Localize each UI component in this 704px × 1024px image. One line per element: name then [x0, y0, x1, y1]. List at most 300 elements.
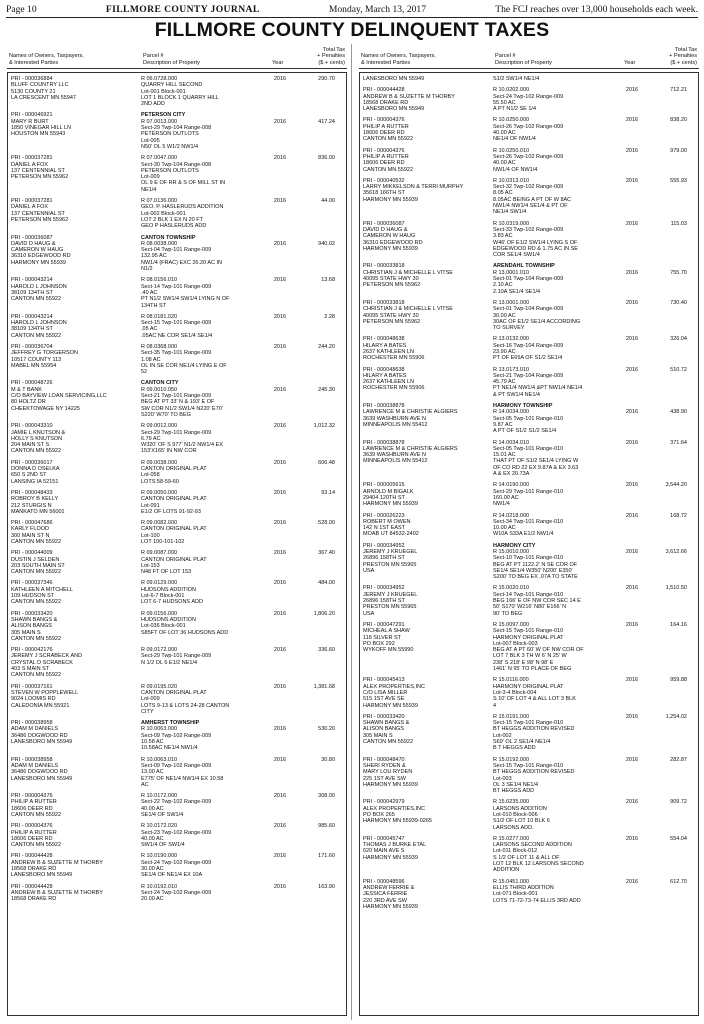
tax-total: 530.20: [318, 726, 335, 733]
tax-year: 2016: [625, 677, 639, 684]
parcel-line: LARSONS ADDITION: [493, 805, 547, 812]
parcel-line: R 13.0001.010: [493, 269, 530, 276]
parcel-line: R 15.0451.000: [493, 878, 530, 885]
parcel-line: Lot-002 Block-001: [141, 210, 186, 217]
tax-year: 2016: [273, 683, 287, 690]
parcel-line: Lot-003: [493, 775, 512, 782]
parcel-info: [141, 460, 269, 485]
owner-line: 35618 166TH ST: [363, 190, 405, 197]
parcel-line: Sect-22 Twp-102 Range-009: [141, 799, 212, 806]
owner-line: PHILIP A RUTTER: [11, 799, 57, 806]
tax-total: 367.40: [318, 550, 335, 557]
tax-total: 730.40: [670, 299, 687, 306]
tax-entry: [360, 542, 698, 581]
owner-line: 36310 EDGEWOOD RD: [11, 253, 71, 260]
tax-year: 2016: [273, 793, 287, 800]
parcel-line: 153'X165' IN NW COR: [141, 448, 197, 455]
parcel-line: BT HEGGS ADD: [493, 788, 535, 795]
tax-year: 2016: [273, 853, 287, 860]
parcel-info: [141, 580, 269, 605]
owner-line: HILARY A BATES: [363, 342, 407, 349]
tax-entry: [8, 579, 346, 605]
owner-line: 1850 VINEGAR HILL LN: [11, 125, 72, 132]
owner-line: PRI - 000043214: [11, 277, 53, 284]
owner-line: HILARY A BATES: [363, 372, 407, 379]
section-heading: ARENDAHL TOWNSHIP: [493, 263, 555, 270]
owner-line: PRI - 000033420: [11, 610, 53, 617]
parcel-line: Sect-29 Twp-101 Range-009: [141, 653, 212, 660]
tax-year: 2016: [625, 799, 639, 806]
parcel-line: Lot-005: [141, 137, 160, 144]
parcel-line: Sect-34 Twp-101 Range-010: [493, 518, 564, 525]
tax-year: 2016: [273, 386, 287, 393]
owner-line: PETERSON MN 55962: [11, 174, 69, 181]
tax-year: 2016: [273, 240, 287, 247]
parcel-line: LOT 1 BLOCK 1 QUARRY HILL: [141, 94, 219, 101]
parcel-line: R 10.0250.000: [493, 117, 530, 124]
owner-line: PRI - 000004376: [11, 823, 53, 830]
parcel-info: [141, 853, 269, 878]
owner-line: 40095 STATE HWY 30: [363, 276, 419, 283]
owner-line: LAWRENCE M & CHRISTIE ALGIERS: [363, 445, 458, 452]
owner-line: ROCHESTER MN 55906: [363, 355, 425, 362]
owner-info: [363, 440, 493, 478]
parcel-line: Sect-29 Twp-104 Range-008: [141, 125, 212, 132]
parcel-line: Lot-002: [493, 732, 512, 739]
parcel-line: R 10.0172.020: [141, 823, 178, 830]
owner-line: PRI - 000046921: [11, 112, 53, 119]
owner-line: SHERI RYDEN &: [363, 762, 406, 769]
page-title: FILLMORE COUNTY DELINQUENT TAXES: [154, 19, 550, 41]
parcel-line: B T HEGGS ADD: [493, 745, 536, 752]
owner-line: SHAWN BANGS &: [363, 720, 410, 727]
column-header: [359, 42, 699, 69]
parcel-line: .40 AC: [141, 289, 158, 296]
tax-entry: [360, 86, 698, 112]
tax-entry: [360, 262, 698, 294]
parcel-line: R 13.0001.000: [493, 299, 530, 306]
owner-line: PRI - 000048726: [11, 380, 53, 387]
parcel-line: LOT 6-7 HUDSONS ADD: [141, 599, 203, 606]
tax-entry: [8, 852, 346, 878]
owner-info: [11, 647, 141, 678]
tax-year: 2016: [625, 835, 639, 842]
parcel-line: Lot-071 Block-001: [493, 891, 538, 898]
tax-total: 244.20: [318, 343, 335, 350]
owner-line: BLUFF COUNTRY LLC: [11, 82, 69, 89]
parcel-line: W46' OF E1/2 SW1/4 LYING S OF: [493, 239, 578, 246]
parcel-line: 40.00 AC: [141, 835, 164, 842]
parcel-line: R 15.0010.000: [493, 549, 530, 555]
parcel-line: 2ND ADD: [141, 101, 165, 108]
owner-line: CANTON MN 55922: [11, 842, 62, 849]
parcel-line: Lot-009: [141, 696, 160, 703]
owner-line: LANSING IA 52151: [11, 478, 59, 485]
parcel-line: SW1/4 OF SW1/4: [141, 842, 185, 849]
owner-line: 18568 DRAKE RD: [11, 896, 57, 903]
tax-year: 2016: [273, 823, 287, 830]
entries-list: [7, 72, 347, 1016]
owner-line: KARLY FLOOD: [11, 526, 50, 533]
owner-info: [11, 884, 141, 903]
parcel-line: NW1/4 OF NW1/4: [493, 166, 538, 173]
owner-line: 36310 EDGEWOOD RD: [363, 239, 423, 246]
owner-line: JEFFREY G TORGERSON: [11, 350, 78, 357]
parcel-line: N50' OL 5 W1/2 NW1/4: [141, 143, 199, 150]
parcel-info: [141, 423, 269, 454]
owner-line: HARMONY MN 55939: [11, 259, 66, 266]
tax-entry: [360, 75, 698, 82]
parcel-line: CANTON ORIGINAL PLAT: [141, 556, 207, 563]
tax-total: 171.60: [318, 853, 335, 860]
parcel-info: [493, 513, 621, 538]
tax-entry: [8, 883, 346, 903]
parcel-info: [493, 677, 621, 708]
parcel-line: R 10.0063.000: [141, 726, 178, 733]
tax-year: [621, 76, 643, 82]
parcel-line: 40.00 AC: [493, 160, 516, 167]
tax-total: 959.88: [670, 677, 687, 684]
owner-line: PRI - 000044428: [11, 883, 53, 890]
parcel-line: E775' OF NE1/4 NW1/4 EX 10.58: [141, 775, 224, 782]
owner-line: 18606 DEER RD: [11, 805, 53, 812]
tax-total: 528.00: [318, 520, 335, 527]
owner-line: PRI - 000042176: [11, 647, 53, 654]
tax-total: 554.04: [670, 835, 687, 842]
owner-info: [11, 853, 141, 878]
tax-year: 2016: [625, 87, 639, 94]
tax-year: 2016: [273, 610, 287, 617]
owner-line: ALISON BANGS: [363, 726, 404, 733]
parcel-line: HUDSONS ADDITION: [141, 616, 197, 623]
owner-line: ALISON BANGS: [11, 623, 52, 630]
parcel-line: HUDSONS ADDITION: [141, 586, 197, 593]
tax-year: 2016: [273, 423, 287, 430]
parcel-line: R 15.0097.000: [493, 621, 530, 628]
owner-line: PRI - 000048596: [363, 878, 405, 885]
tax-entry: [8, 719, 346, 751]
parcel-line: NW1/4 NW1/4 SE1/4 & PT OF: [493, 203, 568, 210]
parcel-line: Sect-15 Twp-101 Range-010: [493, 762, 564, 769]
parcel-line: Sect-05 Twp-101 Range-010: [493, 415, 564, 422]
tax-total: 13.68: [321, 277, 335, 284]
parcel-line: A PT OF S1/2 S1/2 SE1/4: [493, 428, 557, 435]
owner-line: PETERSON MN 55962: [363, 318, 421, 325]
owner-line: CANTON MN 55922: [11, 569, 62, 576]
section-heading: HARMONY CITY: [493, 542, 536, 549]
parcel-line: Lot-100: [141, 532, 160, 539]
owner-info: [363, 403, 493, 434]
owner-line: MINNEAPOLIS MN 55412: [363, 421, 428, 428]
parcel-line: 1461' N 95' TO PLACE OF BEG: [493, 666, 572, 673]
parcel-line: R 15.0116.000: [493, 677, 529, 684]
owner-line: PHILIP A RUTTER: [363, 123, 409, 130]
parcel-line: 6.79 AC: [141, 435, 161, 442]
owner-line: HARMONY MN 55939: [363, 781, 418, 788]
parcel-line: Lot-091: [141, 502, 160, 509]
parcel-info: [141, 550, 269, 575]
tax-entry: [8, 646, 346, 678]
owner-line: 300 MAIN ST N: [11, 532, 50, 539]
parcel-line: R 09.0050.000: [141, 489, 178, 496]
owner-line: 305 MAIN S: [11, 629, 41, 636]
tax-total: 836.00: [318, 155, 335, 162]
owner-info: [363, 757, 493, 795]
parcel-line: Lot-010 Block-006: [493, 811, 538, 818]
tax-total: 308.00: [318, 793, 335, 800]
parcel-info: [493, 117, 621, 142]
owner-line: PRI - 000036087: [363, 220, 405, 227]
owner-line: LANESBORO MN 55949: [11, 739, 73, 746]
owner-line: PRI - 000034952: [363, 585, 405, 592]
parcel-line: 13.00 AC: [141, 769, 164, 776]
section-heading: CANTON TOWNSHIP: [141, 234, 196, 241]
owner-line: PRI - 000037281: [11, 155, 53, 162]
parcel-info: [141, 884, 269, 903]
parcel-line: S69' OL 2 SE1/4 NE1/4: [493, 739, 551, 746]
parcel-line: 3.83 AC: [493, 233, 513, 240]
parcel-line: Sect-15 Twp-101 Range-009: [141, 320, 212, 327]
tax-year: 2016: [625, 117, 639, 124]
parcel-info: [493, 87, 621, 112]
parcel-line: SE1/4 OF NE1/4 EX 10A: [141, 872, 203, 879]
tax-year: 2016: [273, 580, 287, 587]
tax-year: 2016: [625, 177, 639, 184]
masthead-rule: [6, 17, 698, 18]
parcel-line: R 09.0038.000: [141, 459, 178, 466]
parcel-line: PETERSON OUTLOTS: [141, 131, 199, 138]
owner-line: PRI - 000036884: [11, 76, 53, 82]
parcel-line: SE1/4 OF SW1/4: [141, 811, 184, 818]
parcel-line: Lot-153: [141, 562, 160, 569]
owner-line: PO BOX 292: [363, 640, 395, 647]
owner-line: 620 MAIN AVE S: [363, 848, 405, 855]
owner-line: ANDREW B & SUZETTE M THORBY: [11, 889, 103, 896]
tax-total: 163.90: [318, 883, 335, 890]
owner-line: 29404 120TH ST: [363, 494, 405, 501]
parcel-line: A & EX 20.73A: [493, 471, 530, 478]
parcel-line: BEG AT PT 33' N & 193' E OF: [141, 399, 215, 406]
parcel-line: Sect-21 Twp-104 Range-009: [493, 372, 564, 379]
owner-line: 40095 STATE HWY 30: [363, 312, 419, 319]
owner-line: ALEX PROPERTIES,INC: [363, 805, 425, 812]
owner-line: PRI - 000033818: [363, 263, 405, 270]
parcel-line: R 10.0190.000: [141, 853, 178, 860]
parcel-line: Sect-32 Twp-102 Range-009: [493, 184, 564, 191]
owner-line: LA CRESCENT MN 55947: [11, 94, 77, 101]
owner-line: DONNA D OSELKA: [11, 466, 60, 473]
parcel-info: [141, 76, 269, 107]
tax-year: 2016: [625, 512, 639, 519]
parcel-line: R 09.0010.050: [141, 386, 178, 393]
header-year: Year: [272, 59, 284, 66]
parcel-line: SE1/4 SE1/4 W350' N200' E350': [493, 567, 573, 574]
tax-total: 510.72: [670, 366, 687, 373]
owner-line: 10517 COUNTY 113: [11, 356, 62, 363]
tax-total: 30.80: [321, 756, 335, 763]
owner-line: PRI - 000040532: [363, 177, 405, 184]
owner-line: HARMONY MN 55939-0265: [363, 818, 432, 825]
left-column: [7, 42, 347, 1024]
owner-info: [11, 580, 141, 605]
parcel-line: R 09.0156.000: [141, 610, 178, 617]
parcel-info: [493, 300, 621, 331]
owner-line: 515 1ST AVE SE: [363, 696, 405, 703]
tax-total: [643, 76, 687, 82]
tax-year: 2016: [625, 713, 639, 720]
parcel-line: ADDITION: [493, 867, 520, 874]
parcel-info: [141, 647, 269, 678]
tax-total: 438.90: [670, 409, 687, 416]
tax-year: 2016: [625, 439, 639, 446]
owner-info: [363, 336, 493, 361]
tax-total: 44.00: [321, 198, 335, 205]
tax-total: 336.60: [318, 647, 335, 654]
owner-line: PRI - 000036704: [11, 343, 53, 350]
parcel-line: Sect-24 Twp-102 Range-009: [141, 859, 212, 866]
parcel-line: S1/2 SW1/4 NE1/4: [493, 76, 540, 82]
parcel-line: Sect-23 Twp-102 Range-009: [141, 829, 212, 836]
tax-year: 2016: [625, 621, 639, 628]
owner-line: 2637 KATHLEEN LN: [363, 348, 414, 355]
owner-line: LARRY MIKKELSON & TERRI MURPHY: [363, 184, 464, 191]
owner-line: CANTON MN 55922: [363, 166, 414, 173]
header-parcel: Parcel # Description of Property: [495, 53, 552, 66]
parcel-line: OF CO RD 22 EX 9.87A & EX 3.63: [493, 464, 579, 471]
parcel-line: BEG AT PT 1122.2' N SE COR OF: [493, 561, 578, 568]
owner-line: CANTON MN 55922: [363, 136, 414, 143]
parcel-info: [493, 622, 621, 672]
parcel-line: N 1/2 OL 6 E1/2 NE1/4: [141, 659, 198, 666]
parcel-line: S 10' OF LOT 4 & ALL LOT 3 BLK: [493, 696, 576, 703]
owner-line: KATHLEEN A MITCHELL: [11, 586, 73, 593]
tax-total: 979.00: [670, 147, 687, 154]
parcel-info: [141, 520, 269, 545]
parcel-line: 50' S170' W216' N80' E166' N: [493, 604, 567, 611]
owner-line: HOUSTON MN 55943: [11, 131, 66, 138]
parcel-line: CITY: [141, 708, 154, 715]
owner-line: ANDREW B & SUZETTE M THORBY: [11, 859, 103, 866]
tax-entry: [360, 713, 698, 752]
tax-entry: [360, 147, 698, 173]
parcel-info: [493, 879, 621, 910]
owner-line: PRI - 000044009: [11, 550, 53, 557]
owner-line: JAMIE L KNUTSON &: [11, 429, 66, 436]
owner-line: USA: [363, 567, 375, 574]
tax-total: 940.02: [318, 240, 335, 247]
parcel-line: S220' W70' TO BEG: [141, 411, 191, 418]
tax-year: 2016: [625, 756, 639, 763]
owner-line: 18606 DEER RD: [11, 835, 53, 842]
parcel-line: 30.00 AC: [493, 312, 516, 319]
parcel-line: BEG 166' E OF NW COR SEC 14 E: [493, 598, 581, 605]
parcel-line: PETERSON OUTLOTS: [141, 167, 199, 174]
parcel-line: R 09.0195.020: [141, 683, 178, 690]
owner-line: JESSICA FERRIE: [363, 891, 408, 898]
parcel-line: R 10.0172.000: [141, 793, 178, 800]
parcel-line: 10.58 AC: [141, 739, 164, 746]
newspaper-name: FILLMORE COUNTY JOURNAL: [105, 3, 260, 15]
owner-info: [363, 87, 493, 112]
owner-line: 203 SOUTH MAIN ST: [11, 562, 65, 569]
parcel-line: 52: [141, 369, 148, 376]
owner-line: CANTON MN 55922: [11, 332, 62, 339]
tax-entry: [360, 335, 698, 361]
parcel-line: 10.00 AC: [493, 525, 516, 532]
owner-line: MICHEAL A SHAW: [363, 628, 410, 635]
owner-info: [363, 178, 493, 216]
owner-line: CANTON MN 55922: [11, 539, 62, 545]
tax-year: 2016: [273, 883, 287, 890]
owner-line: LAWRENCE M & CHRISTIE ALGIERS: [363, 409, 458, 416]
parcel-line: R 14.0034.010: [493, 439, 530, 446]
parcel-line: HARMONY ORIGINAL PLAT: [493, 634, 564, 641]
parcel-info: [141, 380, 269, 418]
tax-total: 164.16: [670, 621, 687, 628]
owner-line: LANESBORO MN 55949: [11, 872, 73, 879]
parcel-line: 2.10A SE1/4 SE1/4: [493, 288, 541, 295]
parcel-line: QUARRY HILL SECOND: [141, 82, 203, 89]
owner-line: ANDREW FERRIE &: [363, 884, 415, 891]
tax-total: 93.14: [321, 489, 335, 496]
header-names: Names of Owners, Taxpayers, & Interested Parties: [9, 53, 84, 66]
parcel-info: [141, 720, 269, 751]
parcel-line: R 10.0202.000: [493, 87, 530, 94]
parcel-info: [141, 490, 269, 515]
parcel-line: .05AC NE COR SE1/4 SE1/4: [141, 332, 213, 339]
column-divider: [351, 44, 352, 1020]
tax-total: 838.20: [670, 117, 687, 124]
parcel-line: NW1/4: [493, 501, 510, 508]
parcel-line: Sect-30 Twp-104 Range-008: [141, 161, 212, 168]
parcel-line: & PT SW1/4 NE1/4: [493, 391, 540, 398]
parcel-line: Sect-15 Twp-101 Range-010: [493, 628, 564, 635]
parcel-line: OL 9 E OF RR & S OF MILL ST IN: [141, 180, 226, 187]
owner-line: PRI - 000044428: [11, 853, 53, 860]
tax-entry: [8, 549, 346, 575]
parcel-info: [141, 823, 269, 848]
parcel-line: LOT 2 BLK 1 EX N 20 FT: [141, 216, 203, 223]
parcel-line: S1/2 OF LOT 10 BLK 6: [493, 818, 550, 825]
parcel-line: Sect-14 Twp-101 Range-009: [141, 283, 212, 290]
owner-line: JEREMY J KRUEGEL: [363, 591, 418, 598]
header-total: Total Tax + Penalties ($ + cents): [669, 46, 697, 66]
parcel-line: R 08.0156.010: [141, 277, 178, 284]
owner-line: USA: [363, 610, 375, 617]
parcel-line: R 10.0063.010: [141, 756, 178, 763]
parcel-line: R 10.0319.000: [493, 220, 530, 227]
parcel-line: NE1/4 SW1/4: [493, 209, 527, 216]
parcel-line: SW COR N1/2 SW1/4 N220' E70': [141, 405, 223, 412]
parcel-info: [141, 198, 269, 229]
parcel-line: BT HEGGS ADDITION REVISED: [493, 726, 575, 733]
owner-line: PRI - 000048433: [11, 489, 53, 496]
owner-line: LANESBORO MN 55949: [11, 775, 73, 782]
owner-line: PRI - 000037161: [11, 683, 53, 690]
tax-entry: [8, 683, 346, 715]
parcel-line: LOT 7 BLK 3 TH W 6' N 25' W: [493, 653, 567, 660]
parcel-info: [141, 793, 269, 818]
header-parcel: Parcel # Description of Property: [143, 53, 200, 66]
tax-entry: [360, 584, 698, 616]
tax-entry: [8, 75, 346, 107]
owner-line: HARMONY MN 55939: [363, 903, 418, 910]
owner-line: DANIEL A FOX: [11, 161, 49, 168]
parcel-line: Sect-35 Twp-101 Range-009: [141, 350, 212, 357]
owner-line: CANTON MN 55922: [11, 448, 62, 455]
parcel-line: 160.00 AC: [493, 494, 519, 501]
owner-line: PRI - 000044428: [363, 87, 405, 94]
